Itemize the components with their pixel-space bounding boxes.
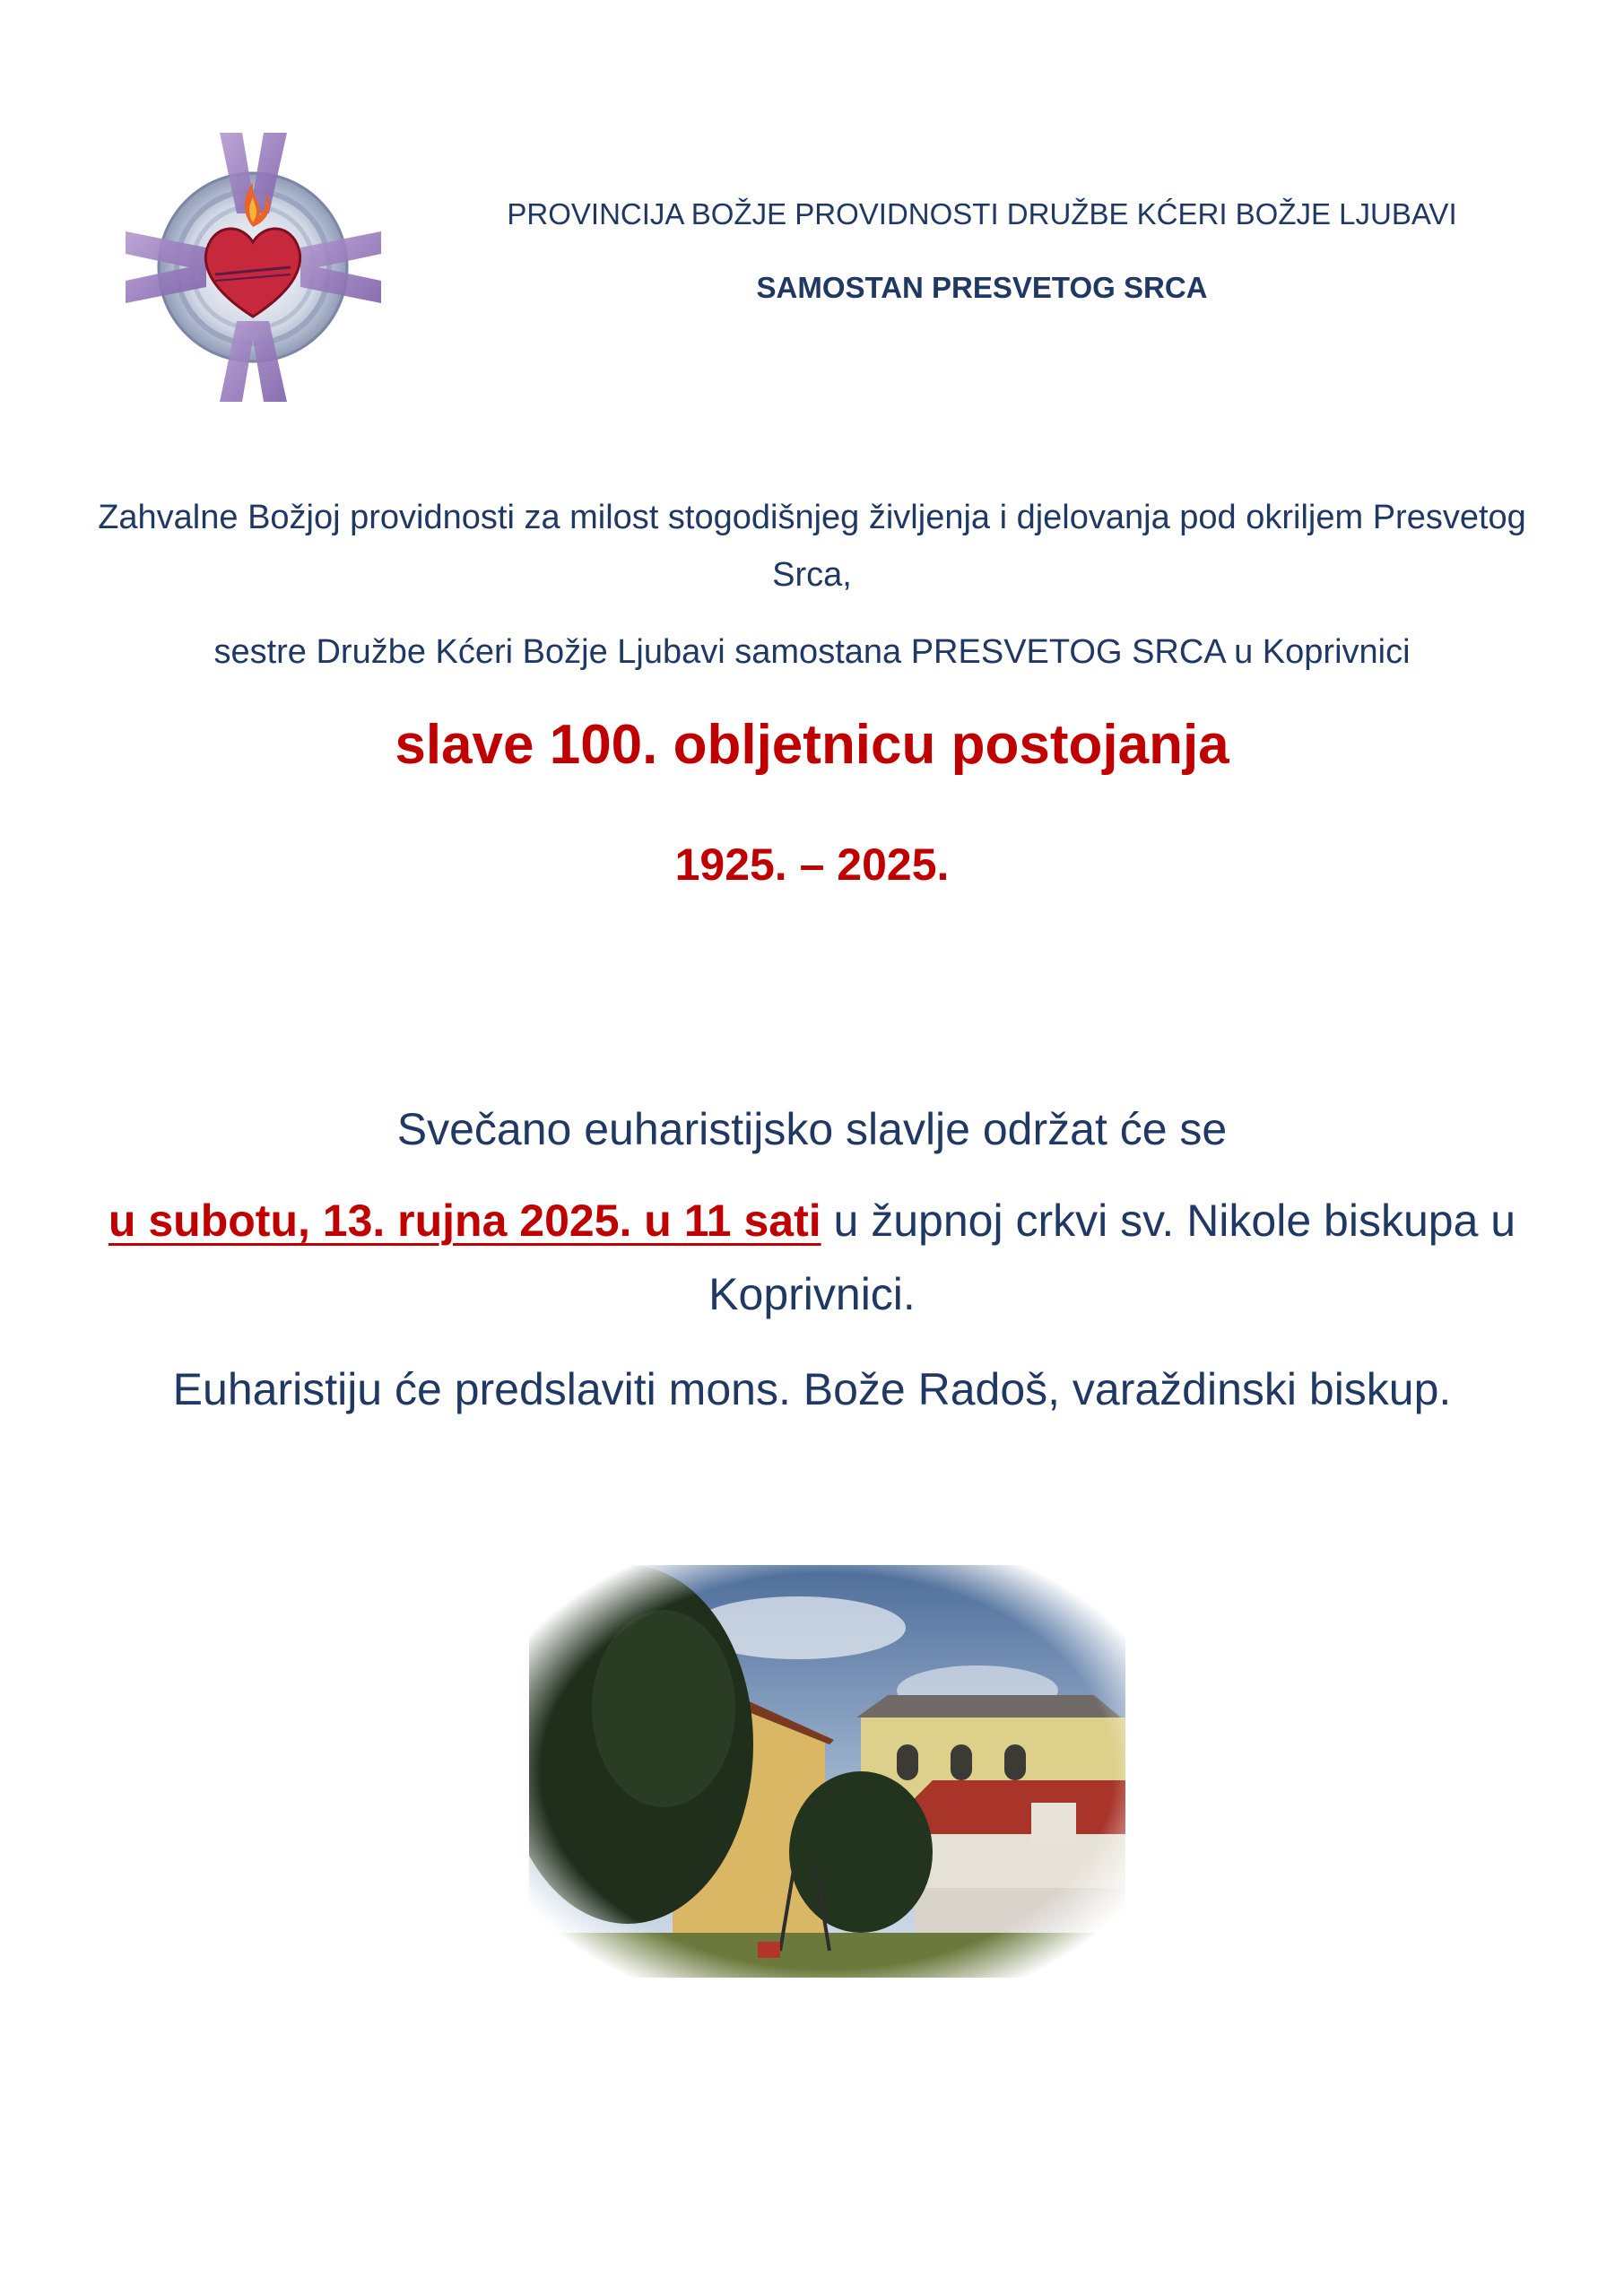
province-title: PROVINCIJA BOŽJE PROVIDNOSTI DRUŽBE KĆERI BOŽJE LJUBAVI <box>507 197 1457 230</box>
congregation-logo <box>126 133 381 402</box>
anniversary-headline: slave 100. obljetnicu postojanja <box>395 714 1229 776</box>
anniversary-years: 1925. – 2025. <box>674 839 950 890</box>
celebrant-info: Euharistiju će predslaviti mons. Bože Radoš, varaždinski biskup. <box>172 1364 1452 1414</box>
convent-title: SAMOSTAN PRESVETOG SRCA <box>756 271 1208 304</box>
intro-text: Zahvalne Božjoj providnosti za milost stogodišnjeg življenja i djelovanja pod okriljem Presvetog Srca, <box>98 499 1526 594</box>
event-date-time: u subotu, 13. rujna 2025. u 11 sati <box>108 1196 821 1246</box>
convent-photo <box>529 1565 1125 1978</box>
event-details <box>81 1184 1543 1331</box>
event-location: u župnoj crkvi sv. Nikole biskupa u Koprivnici. <box>708 1196 1516 1319</box>
event-intro: Svečano euharistijsko slavlje održat će se <box>396 1104 1228 1154</box>
intro-sisters: sestre Družbe Kćeri Božje Ljubavi samostana PRESVETOG SRCA u Koprivnici <box>213 633 1411 671</box>
